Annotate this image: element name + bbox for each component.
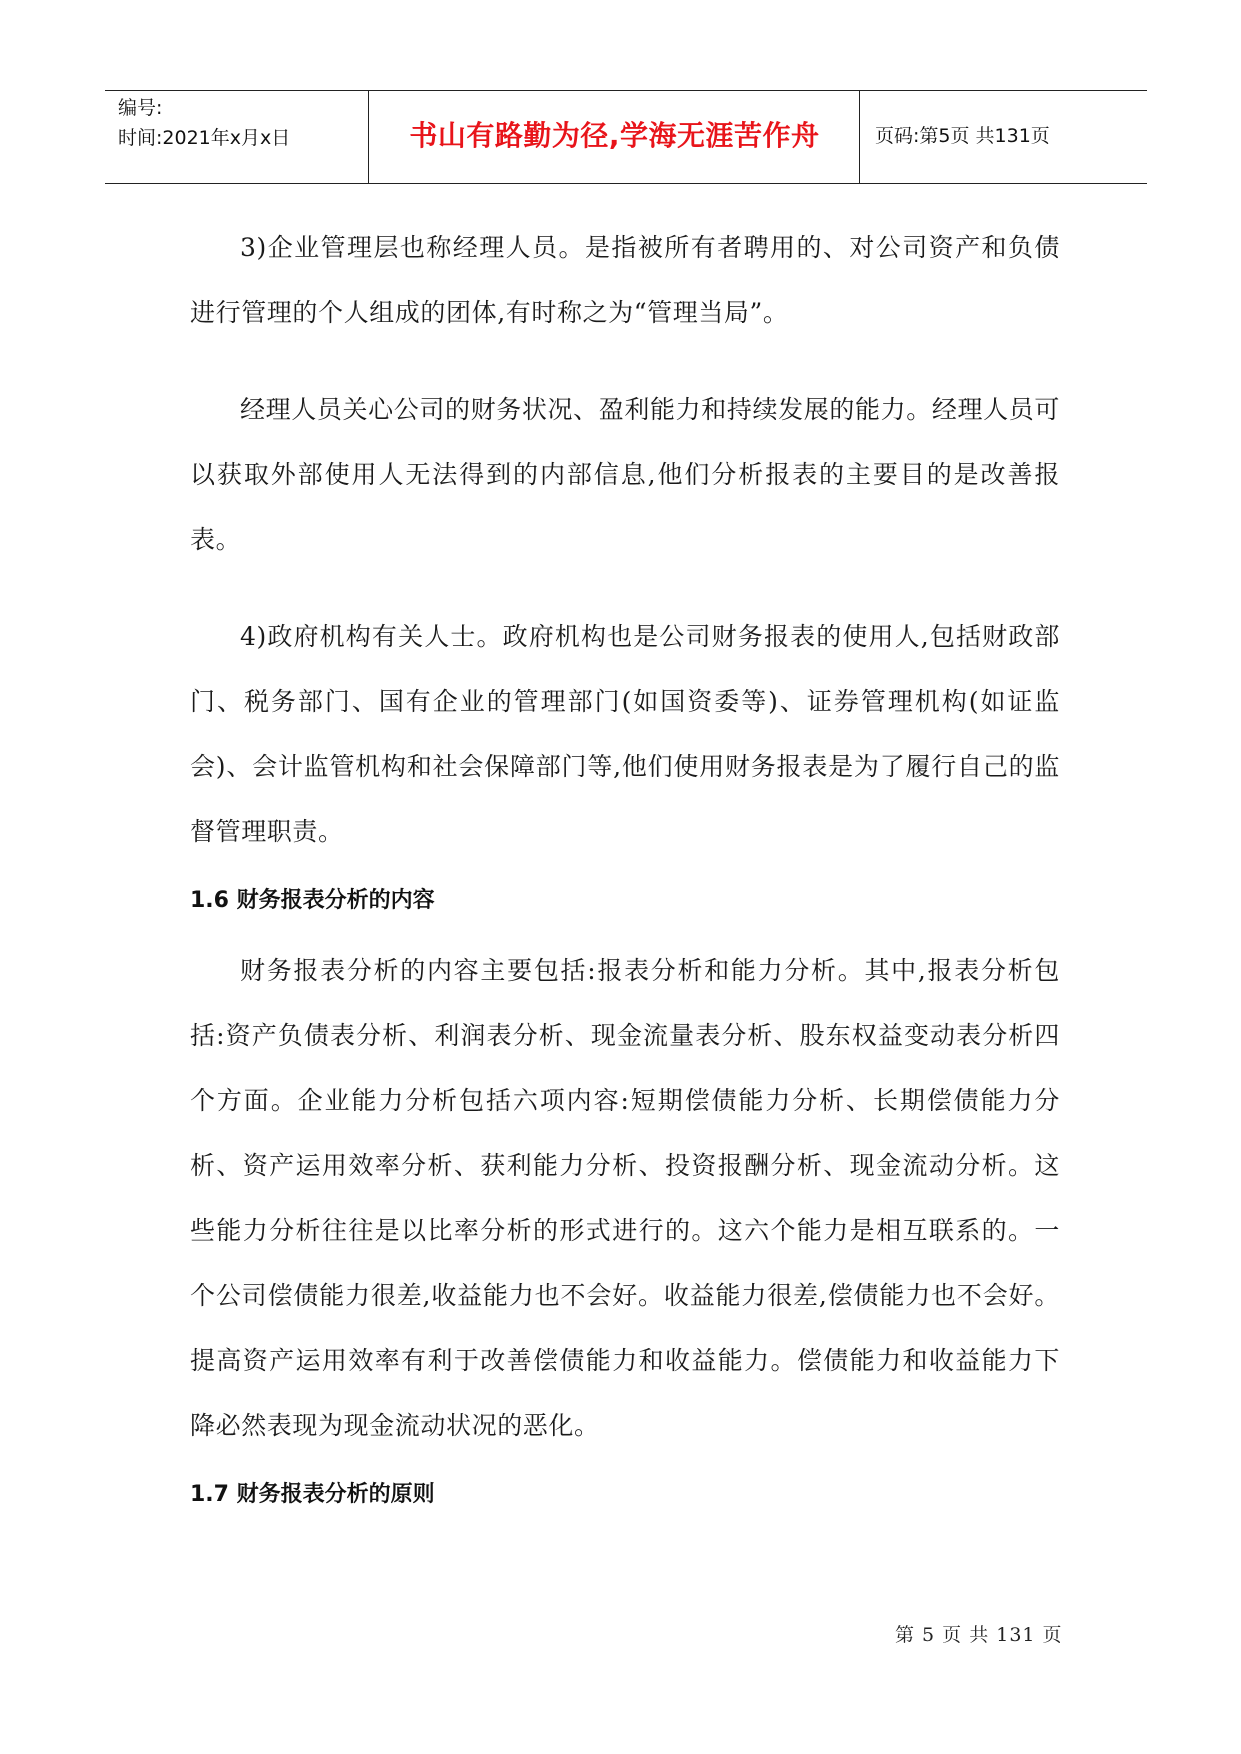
section-heading-1-6: 1.6 财务报表分析的内容 [190,888,435,913]
page-footer: 第 5 页 共 131 页 [895,1624,1063,1646]
document-time-label: 时间:2021年x月x日 [118,127,291,149]
header-page-info: 页码:第5页 共131页 [875,125,1050,147]
paragraph-management: 3)企业管理层也称经理人员。是指被所有者聘用的、对公司资产和负债进行管理的个人组成的团体,有时称之为“管理当局”。 [190,233,1060,327]
paragraph-analysis-content: 财务报表分析的内容主要包括:报表分析和能力分析。其中,报表分析包括:资产负债表分析、利润表分析、现金流量表分析、股东权益变动表分析四个方面。企业能力分析包括六项内容:短期偿债能力分析、长期偿债能力分析、资产运用效率分析、获利能力分析、投资报酬分析、现金流动分析。这些能力分析往往是以比率分析的形式进行的。这六个能力是相互联系的。一个公司偿债能力很差,收益能力也不会好。收益能力很差,偿债能力也不会好。提高资产运用效率有利于改善偿债能力和收益能力。偿债能力和收益能力下降必然表现为现金流动状况的恶化。 [190,956,1060,1440]
paragraph-government: 4)政府机构有关人士。政府机构也是公司财务报表的使用人,包括财政部门、税务部门、国有企业的管理部门(如国资委等)、证券管理机构(如证监会)、会计监管机构和社会保障部门等,他们使用财务报表是为了履行自己的监督管理职责。 [190,622,1060,846]
header-motto: 书山有路勤为径,学海无涯苦作舟 [409,119,820,152]
document-number-label: 编号: [118,97,163,119]
paragraph-managers-concern: 经理人员关心公司的财务状况、盈利能力和持续发展的能力。经理人员可以获取外部使用人无法得到的内部信息,他们分析报表的主要目的是改善报表。 [190,395,1060,554]
section-heading-1-7: 1.7 财务报表分析的原则 [190,1482,435,1507]
page-header [105,90,1147,184]
document-body [190,215,1060,1532]
header-meta [118,93,290,153]
header-divider [368,91,369,183]
header-divider [859,91,860,183]
